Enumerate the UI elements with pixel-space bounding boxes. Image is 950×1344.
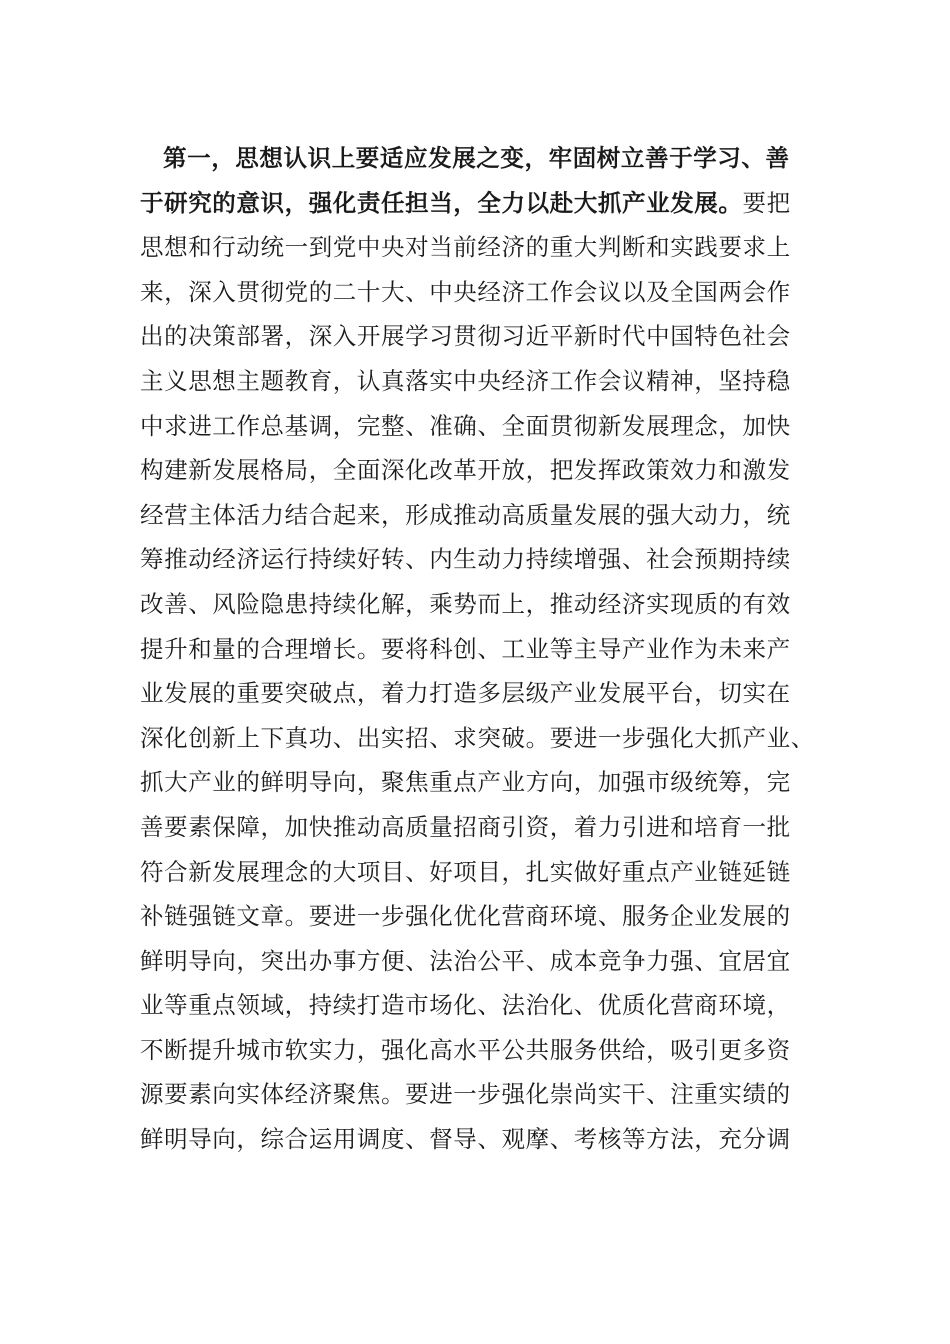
paragraph-line: 中求进工作总基调，完整、准确、全面贯彻新发展理念，加快 (140, 411, 791, 440)
paragraph-line: 鲜明导向，综合运用调度、督导、观摩、考核等方法，充分调 (140, 1125, 791, 1154)
paragraph-line: 提升和量的合理增长。要将科创、工业等主导产业作为未来产 (140, 634, 791, 663)
paragraph-line: 思想和行动统一到党中央对当前经济的重大判断和实践要求上 (140, 233, 791, 262)
paragraph-line: 改善、风险隐患持续化解，乘势而上，推动经济实现质的有效 (140, 589, 791, 618)
paragraph-line: 抓大产业的鲜明导向，聚焦重点产业方向，加强市级统筹，完 (140, 768, 791, 797)
paragraph-line: 补链强链文章。要进一步强化优化营商环境、服务企业发展的 (140, 902, 791, 931)
paragraph-line: 不断提升城市软实力，强化高水平公共服务供给，吸引更多资 (140, 1035, 791, 1064)
paragraph-line: 善要素保障，加快推动高质量招商引资，着力引进和培育一批 (140, 812, 791, 841)
paragraph-line: 源要素向实体经济聚焦。要进一步强化崇尚实干、注重实绩的 (140, 1080, 791, 1109)
paragraph-line: 业等重点领域，持续打造市场化、法治化、优质化营商环境， (140, 991, 791, 1020)
paragraph-line: 深化创新上下真功、出实招、求突破。要进一步强化大抓产业、 (140, 723, 815, 752)
paragraph-line: 来，深入贯彻党的二十大、中央经济工作会议以及全国两会作 (140, 277, 791, 306)
body-paragraph (140, 136, 830, 1162)
line-2-continuation: 要把 (742, 188, 791, 217)
paragraph-line: 鲜明导向，突出办事方便、法治公平、成本竞争力强、宜居宜 (140, 946, 791, 975)
paragraph-line: 出的决策部署，深入开展学习贯彻习近平新时代中国特色社会 (140, 322, 791, 351)
paragraph-line: 筹推动经济运行持续好转、内生动力持续增强、社会预期持续 (140, 545, 791, 574)
paragraph-line: 经营主体活力结合起来，形成推动高质量发展的强大动力，统 (140, 500, 791, 529)
paragraph-line: 主义思想主题教育，认真落实中央经济工作会议精神，坚持稳 (140, 366, 791, 395)
paragraph-line: 构建新发展格局，全面深化改革开放，把发挥政策效力和激发 (140, 456, 791, 485)
paragraph-line-2 (140, 181, 830, 226)
paragraph-line-1: 第一，思想认识上要适应发展之变，牢固树立善于学习、善 (163, 144, 790, 172)
bold-lead-sentence-end: 于研究的意识，强化责任担当，全力以赴大抓产业发展。 (140, 188, 743, 217)
paragraph-line: 业发展的重要突破点，着力打造多层级产业发展平台，切实在 (140, 679, 791, 708)
paragraph-line: 符合新发展理念的大项目、好项目，扎实做好重点产业链延链 (140, 857, 791, 886)
